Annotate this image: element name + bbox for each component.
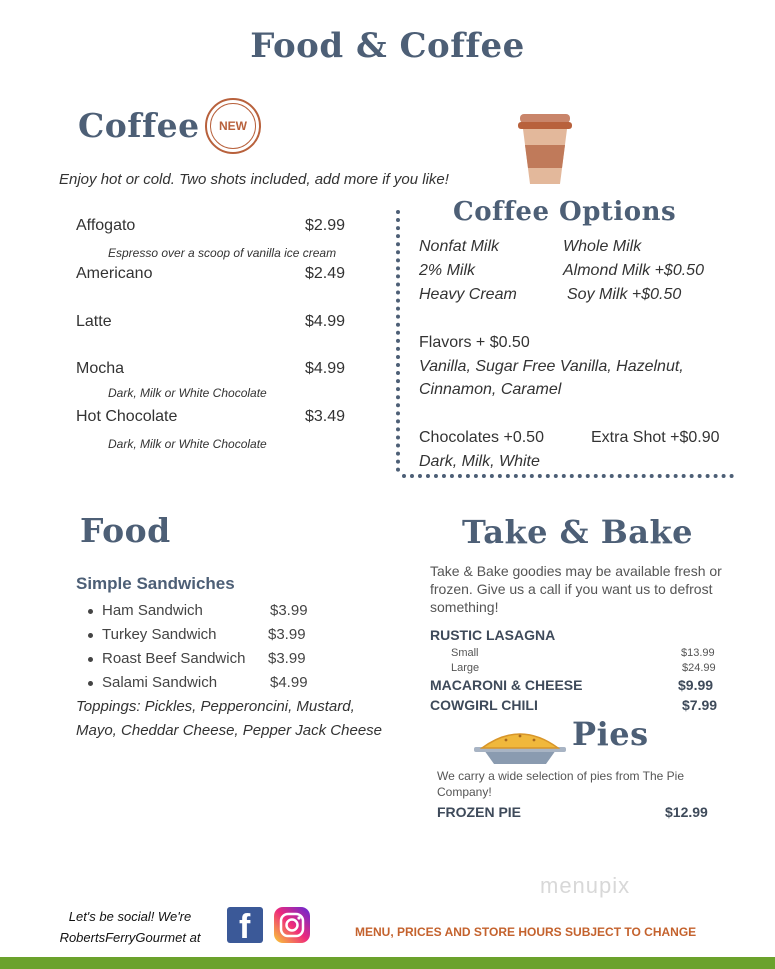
- flavors-list: Vanilla, Sugar Free Vanilla, Hazelnut,: [419, 358, 684, 375]
- extra-shot-label: Extra Shot +$0.90: [591, 429, 720, 446]
- bullet: [88, 681, 93, 686]
- sandwich-price: $3.99: [270, 602, 308, 619]
- disclaimer: MENU, PRICES AND STORE HOURS SUBJECT TO CHANGE: [355, 925, 697, 939]
- milk-option: Soy Milk +$0.50: [567, 286, 682, 303]
- mac-cheese-price: $9.99: [678, 677, 714, 693]
- coffee-intro: Enjoy hot or cold. Two shots included, add more if you like!: [59, 171, 449, 188]
- flavors-label: Flavors + $0.50: [419, 334, 530, 351]
- pies-intro: We carry a wide selection of pies from The Pie Company!: [437, 769, 684, 799]
- size-label: Large: [451, 662, 480, 674]
- frozen-pie-name: FROZEN PIE: [437, 804, 522, 820]
- toppings-text: Toppings: Pickles, Pepperoncini, Mustard, Mayo, Cheddar Cheese, Pepper Jack Cheese: [76, 698, 383, 739]
- milk-option: 2% Milk: [419, 262, 476, 279]
- sandwich-name: Turkey Sandwich: [102, 626, 217, 643]
- menu-item-name: Hot Chocolate: [76, 408, 178, 425]
- size-price: $13.99: [681, 647, 715, 659]
- milk-option: Heavy Cream: [419, 286, 517, 303]
- menu-item-price: $2.49: [305, 265, 346, 282]
- food-heading: Food: [80, 511, 171, 550]
- instagram-icon[interactable]: [274, 907, 310, 943]
- bullet: [88, 633, 93, 638]
- vertical-divider: [396, 210, 400, 472]
- size-price: $24.99: [682, 662, 716, 674]
- coffee-cup-icon: [516, 112, 574, 188]
- sandwich-item: [102, 626, 217, 643]
- page-title: Food & Coffee: [250, 26, 525, 66]
- sandwich-price: $3.99: [268, 650, 306, 667]
- sandwich-price: $4.99: [270, 674, 308, 691]
- chili-price: $7.99: [682, 697, 718, 713]
- new-badge-label: NEW: [210, 103, 256, 149]
- menu-item-desc: Dark, Milk or White Chocolate: [108, 437, 267, 451]
- facebook-icon[interactable]: f: [227, 907, 263, 943]
- milk-option: Almond Milk +$0.50: [563, 262, 704, 279]
- social-text: [40, 906, 220, 948]
- horizontal-divider: [402, 474, 734, 478]
- menu-item-name: Latte: [76, 313, 112, 330]
- chocolates-list: Dark, Milk, White: [419, 453, 540, 470]
- coffee-heading: Coffee: [78, 106, 200, 145]
- menu-item-price: $2.99: [305, 217, 346, 234]
- flavors-list: Cinnamon, Caramel: [419, 381, 562, 398]
- milk-option: Nonfat Milk: [419, 238, 500, 255]
- footer-bar: [0, 957, 775, 969]
- menu-item-name: Americano: [76, 265, 153, 282]
- milk-option: Whole Milk: [563, 238, 642, 255]
- menu-item-desc: Dark, Milk or White Chocolate: [108, 386, 267, 400]
- pie-icon: [472, 726, 568, 766]
- size-label: Small: [451, 647, 479, 659]
- sandwich-item: [102, 650, 245, 667]
- menu-item-price: $3.49: [305, 408, 346, 425]
- sandwich-item: [102, 602, 203, 619]
- menu-item-price: $4.99: [305, 360, 346, 377]
- chocolates-label: Chocolates +0.50: [419, 429, 544, 446]
- social-line: Let's be social! We're: [68, 909, 192, 924]
- coffee-options-heading: Coffee Options: [453, 197, 677, 227]
- take-bake-intro: Take & Bake goodies may be available fresh or frozen. Give us a call if you want us to defrost something!: [430, 563, 722, 615]
- lasagna-name: RUSTIC LASAGNA: [430, 627, 556, 643]
- social-line: RobertsFerryGourmet at: [59, 930, 201, 945]
- chili-name: COWGIRL CHILI: [430, 697, 538, 713]
- sandwich-name: Roast Beef Sandwich: [102, 650, 246, 667]
- sandwich-name: Salami Sandwich: [102, 674, 218, 691]
- frozen-pie-price: $12.99: [665, 804, 708, 820]
- menu-item-desc: Espresso over a scoop of vanilla ice cream: [108, 246, 337, 260]
- pies-heading: Pies: [572, 715, 649, 753]
- take-bake-heading: Take & Bake: [462, 513, 693, 551]
- watermark: menupix: [540, 873, 631, 898]
- sandwich-item: [102, 674, 217, 691]
- bullet: [88, 609, 93, 614]
- sandwiches-heading: Simple Sandwiches: [76, 574, 235, 593]
- sandwich-price: $3.99: [268, 626, 306, 643]
- bullet: [88, 657, 93, 662]
- sandwich-name: Ham Sandwich: [102, 602, 203, 619]
- new-badge: [205, 98, 261, 154]
- menu-item-name: Mocha: [76, 360, 125, 377]
- menu-item-name: Affogato: [76, 217, 136, 234]
- menu-item-price: $4.99: [305, 313, 346, 330]
- mac-cheese-name: MACARONI & CHEESE: [430, 677, 583, 693]
